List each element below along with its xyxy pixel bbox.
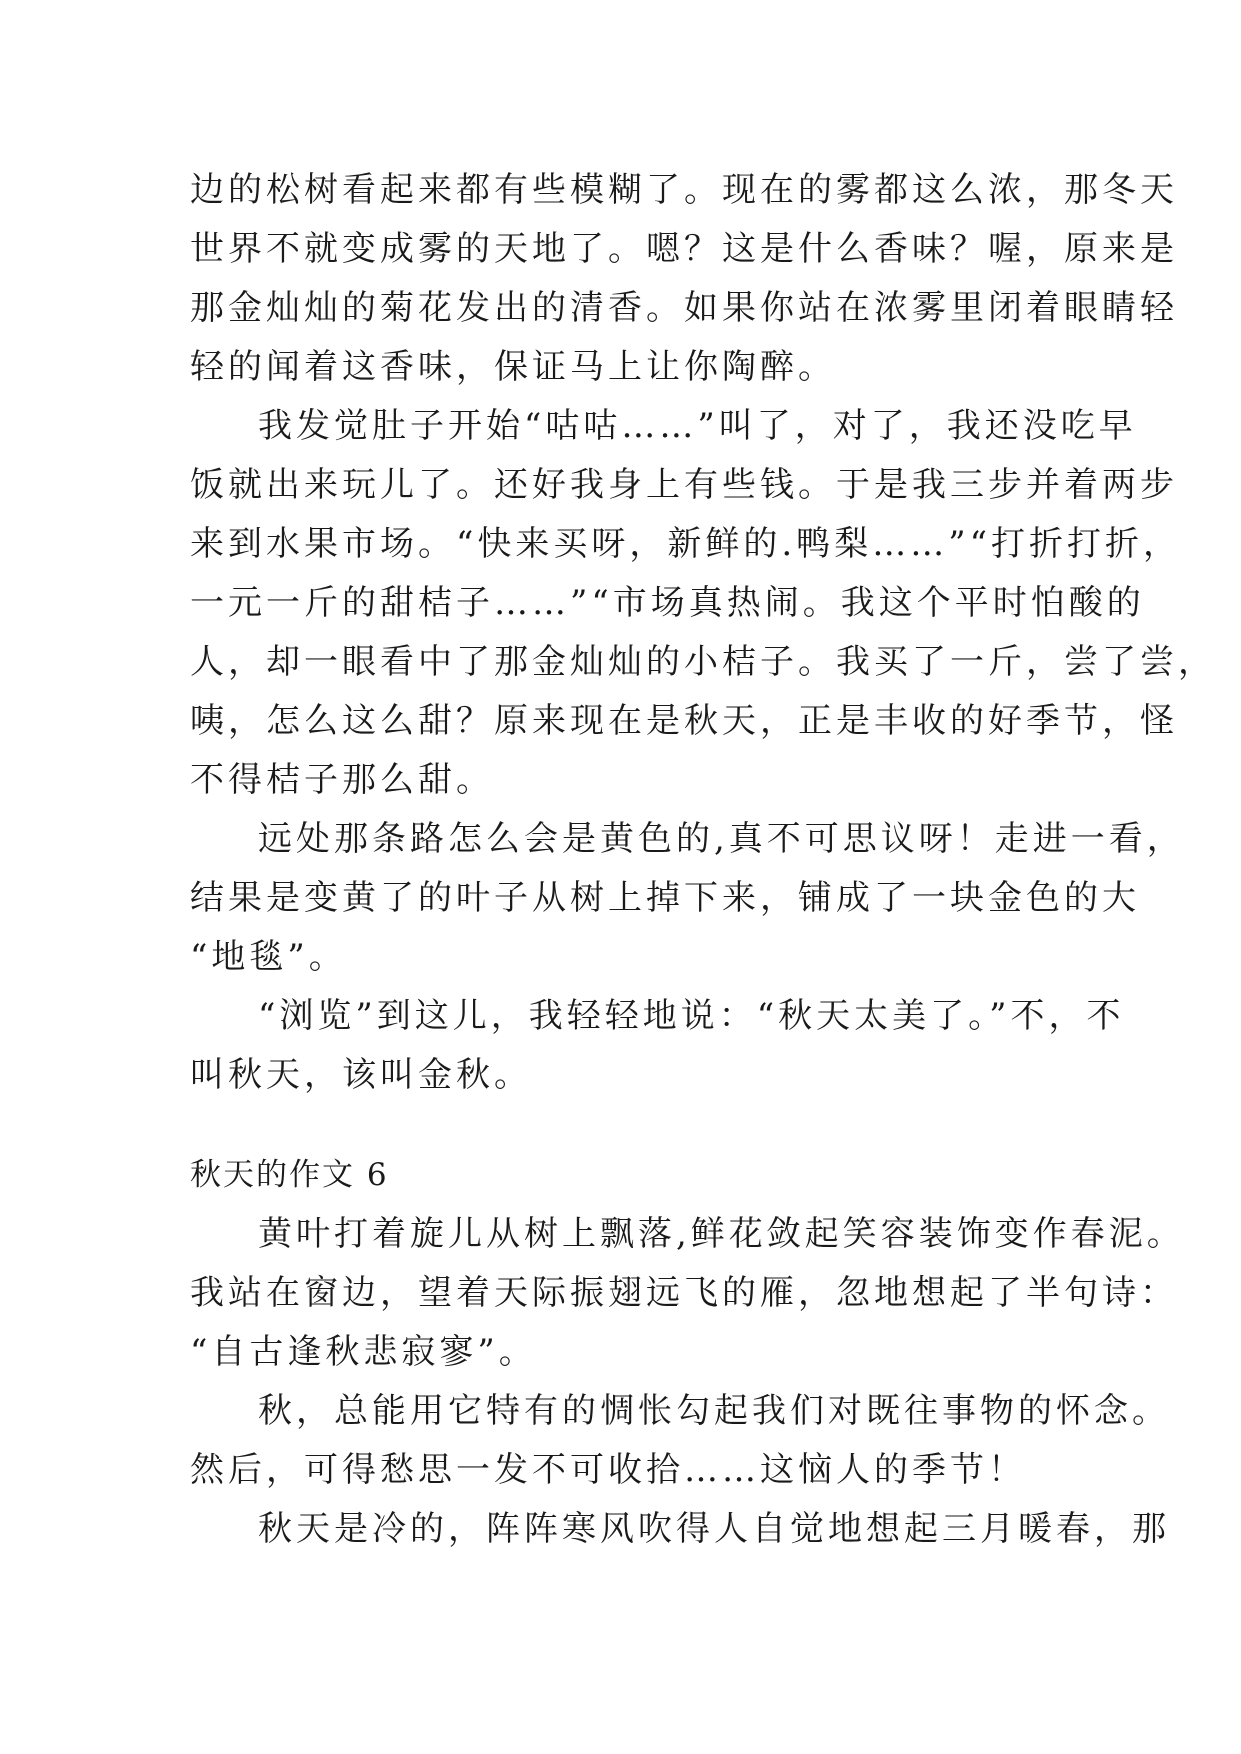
text-line: 然后，可得愁思一发不可收拾……这恼人的季节！ bbox=[190, 1450, 1026, 1490]
text-line: 咦，怎么这么甜？原来现在是秋天，正是丰收的好季节，怪 bbox=[190, 701, 1178, 741]
section-heading: 秋天的作文 6 bbox=[190, 1157, 389, 1193]
text-line: 边的松树看起来都有些模糊了。现在的雾都这么浓，那冬天 bbox=[190, 170, 1178, 210]
paragraph-start-line: “浏览”到这儿，我轻轻地说：“秋天太美了。”不，不 bbox=[258, 996, 1125, 1036]
text-line: 来到水果市场。“快来买呀，新鲜的.鸭梨……”“打折打折， bbox=[190, 524, 1181, 564]
paragraph-start-line: 秋，总能用它特有的惆怅勾起我们对既往事物的怀念。 bbox=[258, 1391, 1170, 1431]
text-line: 世界不就变成雾的天地了。嗯？这是什么香味？喔，原来是 bbox=[190, 229, 1178, 269]
text-line: 结果是变黄了的叶子从树上掉下来，铺成了一块金色的大 bbox=[190, 878, 1140, 918]
paragraph-start-line: 我发觉肚子开始“咕咕……”叫了，对了，我还没吃早 bbox=[258, 406, 1137, 446]
text-line: “地毯”。 bbox=[190, 937, 347, 977]
text-line: 一元一斤的甜桔子……”“市场真热闹。我这个平时怕酸的 bbox=[190, 583, 1145, 623]
paragraph-start-line: 秋天是冷的，阵阵寒风吹得人自觉地想起三月暖春，那 bbox=[258, 1509, 1170, 1549]
text-line: 我站在窗边，望着天际振翅远飞的雁，忽地想起了半句诗： bbox=[190, 1273, 1178, 1313]
text-line: 不得桔子那么甜。 bbox=[190, 760, 494, 800]
text-line: 人，却一眼看中了那金灿灿的小桔子。我买了一斤，尝了尝， bbox=[190, 642, 1216, 682]
text-line: “自古逢秋悲寂寥”。 bbox=[190, 1332, 537, 1372]
paragraph-start-line: 远处那条路怎么会是黄色的,真不可思议呀！走进一看， bbox=[258, 819, 1185, 859]
text-line: 轻的闻着这香味，保证马上让你陶醉。 bbox=[190, 347, 836, 387]
text-line: 叫秋天，该叫金秋。 bbox=[190, 1055, 532, 1095]
text-line: 饭就出来玩儿了。还好我身上有些钱。于是我三步并着两步 bbox=[190, 465, 1178, 505]
paragraph-start-line: 黄叶打着旋儿从树上飘落,鲜花敛起笑容装饰变作春泥。 bbox=[258, 1214, 1185, 1254]
text-line: 那金灿灿的菊花发出的清香。如果你站在浓雾里闭着眼睛轻 bbox=[190, 288, 1178, 328]
